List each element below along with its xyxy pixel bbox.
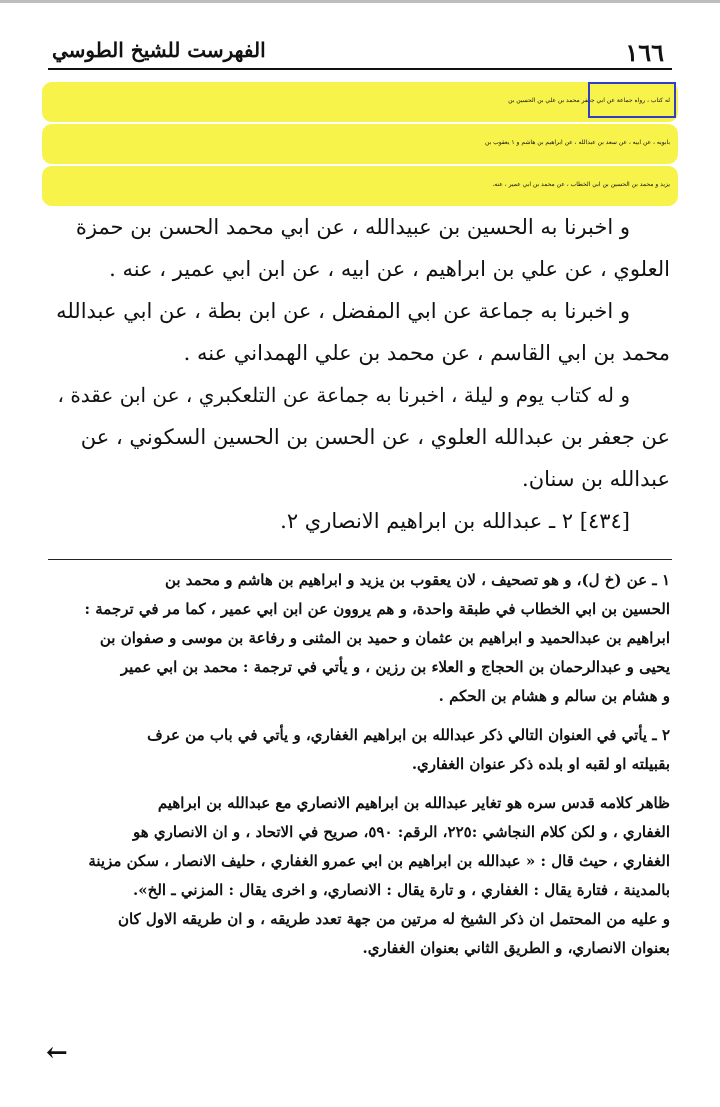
selection-box xyxy=(588,82,676,118)
footnote-line: ٢ ـ يأتي في العنوان التالي ذكر عبدالله بن ابراهيم الغفاري، و يأتي في باب من عرف xyxy=(147,726,670,744)
text-line-3 xyxy=(50,164,670,206)
text-line-6 xyxy=(50,290,670,332)
scan-top-edge xyxy=(0,0,720,3)
page-header xyxy=(48,34,672,70)
entry-heading xyxy=(50,500,670,542)
footnotes xyxy=(50,566,670,963)
body-text: و له كتاب يوم و ليلة ، اخبرنا به جماعة عن التلعكبري ، عن ابن عقدة ، xyxy=(57,383,630,407)
body-text: عن جعفر بن عبدالله العلوي ، عن الحسن بن الحسين السكوني ، عن xyxy=(80,425,670,449)
footnote-line: و عليه من المحتمل ان ذكر الشيخ له مرتين من جهة تعدد طريقه ، و ان طريقه الاول كان xyxy=(117,910,670,928)
footnote-line: بعنوان الانصاري، و الطريق الثاني بعنوان الغفاري. xyxy=(362,939,670,957)
text-line-8 xyxy=(50,374,670,416)
footnote-line: و هشام بن سالم و هشام بن الحكم . xyxy=(438,687,670,705)
entry-title: [٤٣٤] ٢ ـ عبدالله بن ابراهيم الانصاري ٢. xyxy=(280,509,630,533)
text-line-7 xyxy=(50,332,670,374)
header-rule xyxy=(48,68,672,70)
footnote-line: بالمدينة ، فتارة يقال : الغفاري ، و تارة يقال : الانصاري، و اخرى يقال : المزني ـ الخ». xyxy=(133,881,670,899)
footnote-rule xyxy=(48,559,672,560)
footnote-line: الغفاري ، حيث قال : « عبدالله بن ابراهيم بن ابي عمرو الغفاري ، حليف الانصار ، سكن مزينة xyxy=(88,852,670,870)
footnote-line: ظاهر كلامه قدس سره هو تغاير عبدالله بن ابراهيم الانصاري مع عبدالله بن ابراهيم xyxy=(157,794,670,812)
text-line-10 xyxy=(50,458,670,500)
text-line-5 xyxy=(50,248,670,290)
body-text: العلوي ، عن علي بن ابراهيم ، عن ابيه ، عن ابن ابي عمير ، عنه . xyxy=(109,257,670,281)
footnote-line: الحسين بن ابي الخطاب في طبقة واحدة، و هم يروون عن ابن ابي عمير ، كما مر في ترجمة : xyxy=(84,600,670,618)
continue-arrow-icon[interactable]: ← xyxy=(46,1038,68,1068)
highlighted-text: يزيد و محمد بن الحسين بن ابي الخطاب ، عن محمد بن ابي عمير ، عنه. xyxy=(492,181,670,188)
text-line-1 xyxy=(50,80,670,122)
highlighted-text: بابويه ، عن ابيه ، عن سعد بن عبدالله ، عن ابراهيم بن هاشم و ١ يعقوب بن xyxy=(485,139,670,146)
footnote-line: ابراهيم بن عبدالحميد و ابراهيم بن عثمان و حميد بن المثنى و رفاعة بن موسى و صفوان بن xyxy=(99,629,670,647)
text-line-9 xyxy=(50,416,670,458)
body-text: محمد بن ابي القاسم ، عن محمد بن علي الهمداني عنه . xyxy=(183,341,670,365)
footnote-line: الغفاري ، و لكن كلام النجاشي :٢٢٥، الرقم: ٥٩٠، صريح في الاتحاد ، و ان الانصاري هو xyxy=(132,823,670,841)
running-title: الفهرست للشيخ الطوسي xyxy=(52,38,266,62)
highlighted-text: له كتاب ، رواه جماعة عن ابي جعفر محمد بن علي بن الحسين بن xyxy=(508,97,670,104)
body-text: و اخبرنا به الحسين بن عبيدالله ، عن ابي محمد الحسن بن حمزة xyxy=(75,215,630,239)
body-text: عبدالله بن سنان. xyxy=(522,467,670,491)
body-text: و اخبرنا به جماعة عن ابي المفضل ، عن ابن بطة ، عن ابي عبدالله xyxy=(56,299,630,323)
text-line-4 xyxy=(50,206,670,248)
footnote-line: يحيى و عبدالرحمان بن الحجاج و العلاء بن رزين ، و يأتي في ترجمة : محمد بن ابي عمير xyxy=(120,658,670,676)
footnote-line: بقبيلته او لقبه او بلده ذكر عنوان الغفاري. xyxy=(411,755,670,773)
page-number: ١٦٦ xyxy=(625,38,664,67)
footnote-line: ١ ـ عن (خ ل)، و هو تصحيف ، لان يعقوب بن يزيد و ابراهيم بن هاشم و محمد بن xyxy=(164,571,670,589)
main-text xyxy=(50,80,670,542)
text-line-2 xyxy=(50,122,670,164)
